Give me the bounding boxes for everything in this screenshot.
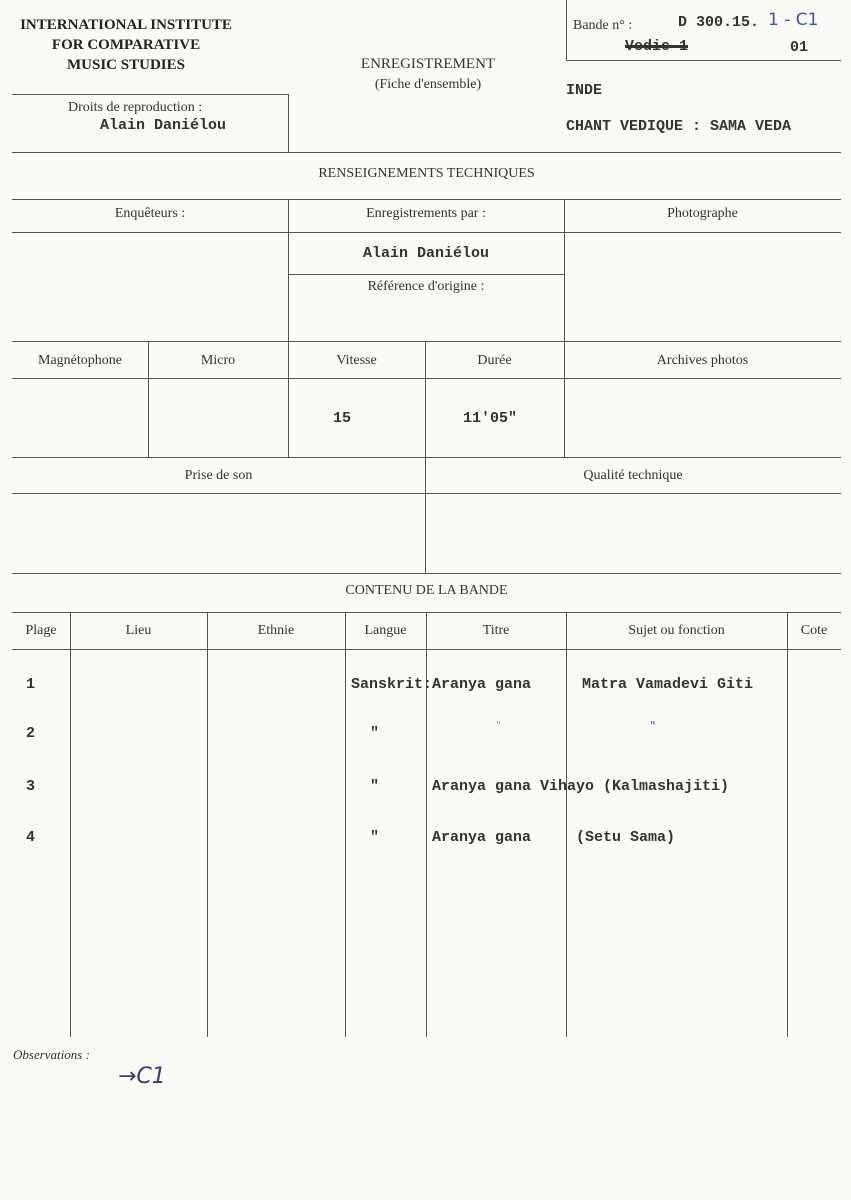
droits-label: Droits de reproduction : [68, 100, 203, 115]
magnetophone-label: Magnétophone [38, 353, 122, 368]
form-title: ENREGISTREMENT [360, 56, 496, 72]
genre: CHANT VEDIQUE : SAMA VEDA [566, 118, 792, 135]
observations-label: Observations : [13, 1047, 90, 1062]
row-1-plage: 1 [26, 676, 36, 693]
row-4-langue: " [370, 829, 380, 846]
institute-name [8, 15, 244, 75]
micro-label: Micro [200, 353, 236, 368]
row-3-plage: 3 [26, 778, 36, 795]
institute-line-3: MUSIC STUDIES [67, 57, 185, 73]
photographe-label: Photographe [667, 206, 738, 221]
enregistrements-value: Alain Daniélou [362, 245, 490, 262]
row-2-sujet: " [650, 719, 656, 733]
droits-value: Alain Daniélou [100, 117, 227, 134]
enregistrements-label: Enregistrements par : [366, 206, 486, 221]
row-1-sujet: Matra Vamadevi Giti [582, 676, 754, 693]
col-langue: Langue [364, 623, 407, 638]
bande-label: Bande n° : [573, 18, 633, 33]
bande-number: D 300.15. [678, 14, 760, 31]
row-4-sujet: (Setu Sama) [576, 829, 676, 846]
col-ethnie: Ethnie [257, 623, 295, 638]
enqueteurs-label: Enquêteurs : [114, 206, 186, 221]
bande-sub: 01 [790, 39, 809, 56]
row-4-titre: Aranya gana [432, 829, 532, 846]
duree-label: Durée [477, 353, 512, 368]
vitesse-value: 15 [333, 410, 352, 427]
row-4-plage: 4 [26, 829, 36, 846]
duree-value: 11'05" [463, 410, 518, 427]
contents-section-title: CONTENU DE LA BANDE [345, 583, 508, 598]
observations-note: →C1 [118, 1064, 166, 1089]
institute-line-1: INTERNATIONAL INSTITUTE [20, 17, 232, 33]
row-2-plage: 2 [26, 725, 36, 742]
institute-line-2: FOR COMPARATIVE [51, 37, 201, 53]
form-subtitle: (Fiche d'ensemble) [374, 77, 482, 92]
archives-label: Archives photos [656, 353, 749, 368]
prise-label: Prise de son [184, 468, 253, 483]
row-1-titre: :Aranya gana [423, 676, 532, 693]
row-2-titre: " [496, 719, 502, 732]
technical-section-title: RENSEIGNEMENTS TECHNIQUES [318, 166, 535, 181]
reference-label: Référence d'origine : [367, 279, 485, 294]
col-lieu: Lieu [125, 623, 152, 638]
qualite-label: Qualité technique [583, 468, 683, 483]
col-sujet: Sujet ou fonction [628, 623, 725, 638]
col-cote: Cote [800, 623, 828, 638]
row-1-langue: Sanskrit [351, 676, 424, 693]
bande-struck-text: Vedic 1 [625, 38, 689, 55]
row-2-langue: " [370, 725, 380, 742]
row-3-langue: " [370, 778, 380, 795]
col-titre: Titre [482, 623, 510, 638]
col-plage: Plage [25, 623, 57, 638]
vitesse-label: Vitesse [336, 353, 377, 368]
country: INDE [566, 82, 603, 99]
row-3-titre: Aranya gana Vihayo (Kalmashajiti) [432, 778, 730, 795]
bande-number-handwritten: 1 - C1 [768, 10, 819, 30]
